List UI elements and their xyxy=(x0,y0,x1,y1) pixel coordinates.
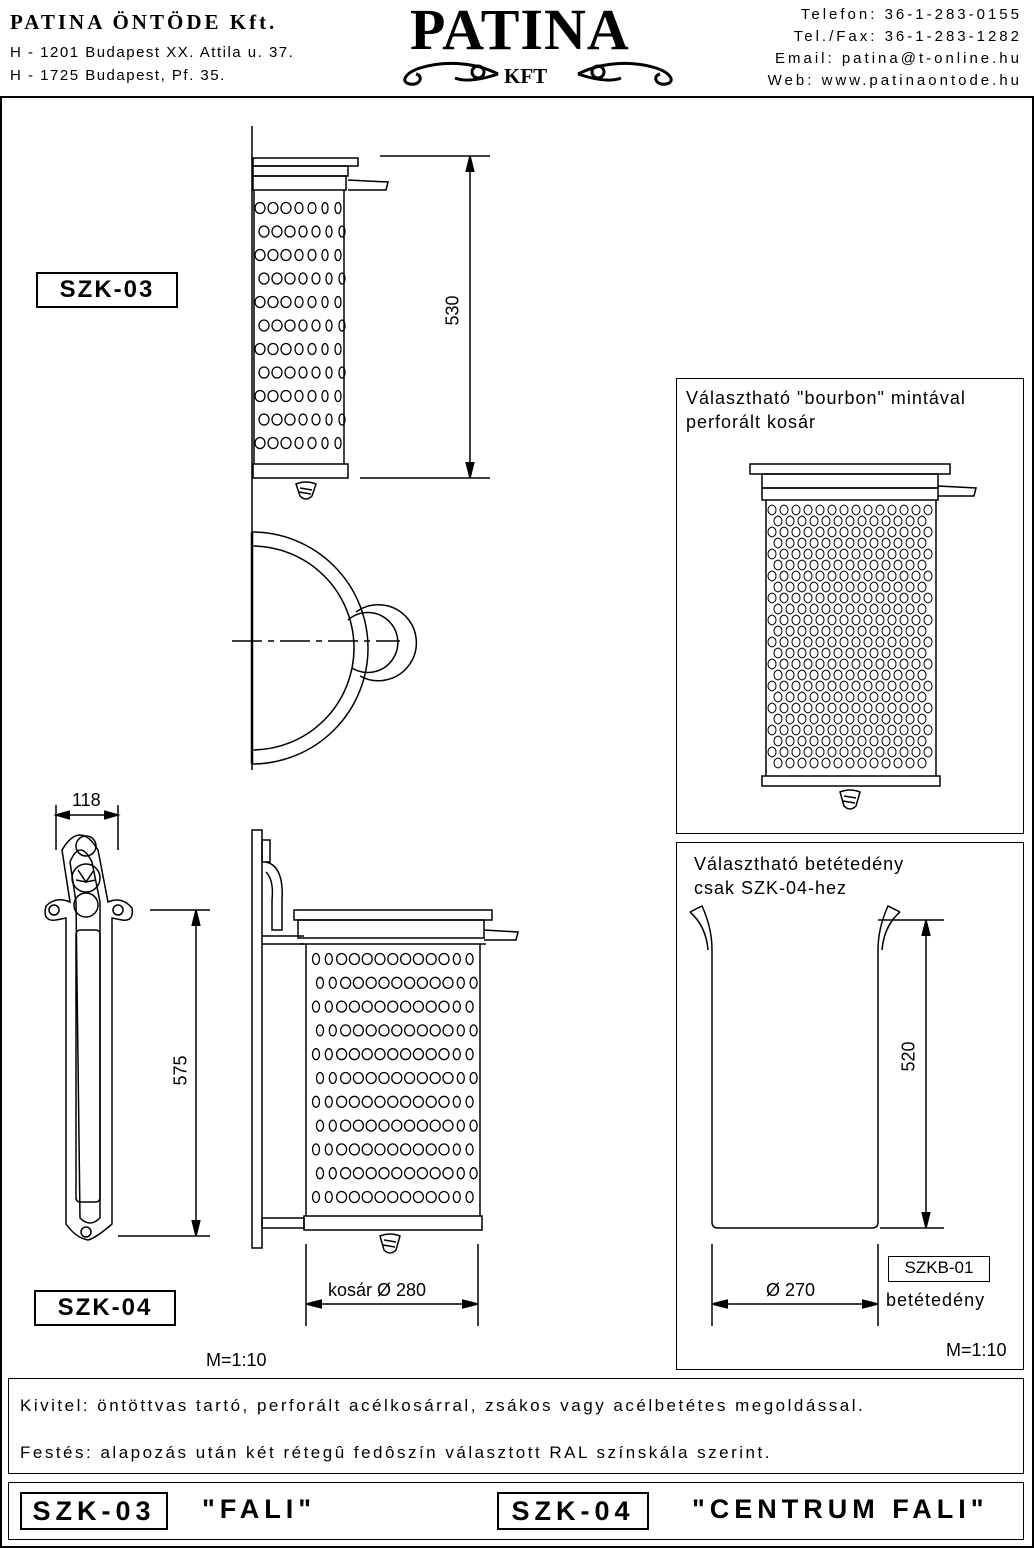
basket-diameter-dim: kosár Ø 280 xyxy=(328,1280,427,1300)
insert-title-2: csak SZK-04-hez xyxy=(694,878,848,898)
brand-logo: PATINA xyxy=(410,0,630,62)
szk03-height-dim: 530 xyxy=(442,295,463,326)
notes-execution: Kivitel: öntöttvas tartó, perforált acélkosárral, zsákos vagy acélbetétes megoldással. xyxy=(20,1396,866,1415)
insert-code-box: SZKB-01 xyxy=(888,1256,990,1282)
szk03-code-box: SZK-03 xyxy=(36,272,178,308)
insert-code-label: betétedény xyxy=(886,1290,986,1310)
footer-name-2: "CENTRUM FALI" xyxy=(692,1494,989,1524)
bourbon-title-2: perforált kosár xyxy=(686,412,817,432)
szk04-code-box: SZK-04 xyxy=(34,1290,176,1326)
szk04-width-dim: 118 xyxy=(72,790,101,810)
email: Email: patina@t-online.hu xyxy=(775,50,1022,67)
insert-diameter-dim: Ø 270 xyxy=(766,1280,816,1300)
scale-left: M=1:10 xyxy=(206,1350,267,1370)
insert-height-dim: 520 xyxy=(898,1041,919,1072)
bourbon-title-1: Választható "bourbon" mintával xyxy=(686,388,966,408)
phone: Telefon: 36-1-283-0155 xyxy=(800,6,1022,23)
address-line-2: H - 1725 Budapest, Pf. 35. xyxy=(10,67,226,84)
website: Web: www.patinaontode.hu xyxy=(767,72,1022,89)
company-name: PATINA ÖNTÖDE Kft. xyxy=(10,10,278,34)
footer-code-1: SZK-03 xyxy=(20,1492,168,1530)
notes-painting: Festés: alapozás után két rétegû fedôszín választott RAL színskála szerint. xyxy=(20,1443,772,1462)
footer-name-1: "FALI" xyxy=(202,1494,317,1524)
address-line-1: H - 1201 Budapest XX. Attila u. 37. xyxy=(10,44,295,61)
footer-code-2: SZK-04 xyxy=(497,1492,649,1530)
fax: Tel./Fax: 36-1-283-1282 xyxy=(793,28,1022,45)
insert-title-1: Választható betétedény xyxy=(694,854,905,874)
szk04-height-dim: 575 xyxy=(170,1055,191,1086)
brand-subtitle: KFT xyxy=(504,64,548,88)
insert-scale: M=1:10 xyxy=(946,1340,1007,1360)
